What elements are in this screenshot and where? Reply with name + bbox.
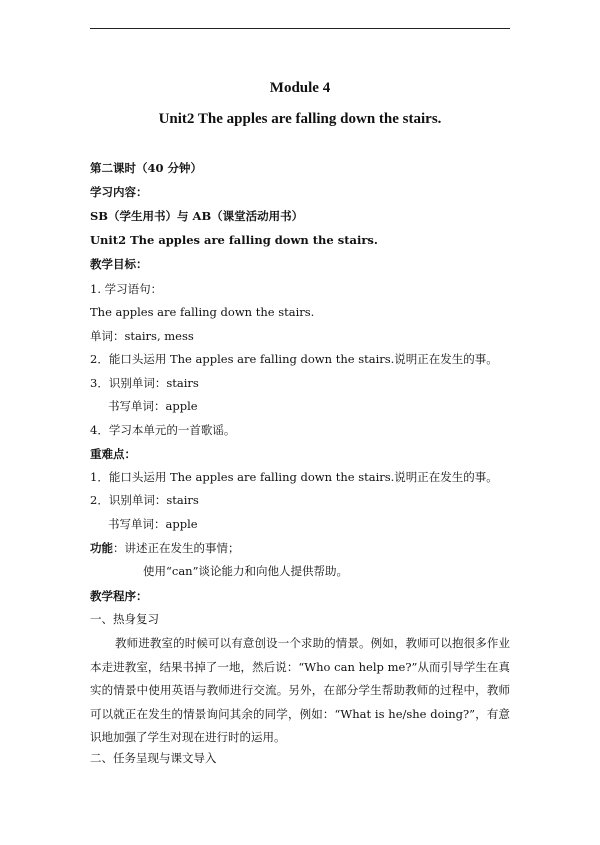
- function-text: ：讲述正在发生的事情；: [113, 541, 240, 555]
- unit-line: Unit2 The apples are falling down the stairs.: [90, 233, 378, 247]
- goal-1: 1. 学习语句：: [90, 282, 163, 296]
- period-line: 第二课时（40 分钟）: [90, 161, 203, 175]
- goal-2: 2．能口头运用 The apples are falling down the stairs.说明正在发生的事。: [90, 352, 498, 366]
- section-2-heading: 二、任务呈现与课文导入: [90, 751, 217, 765]
- section-1-heading: 一、热身复习: [90, 612, 159, 626]
- goals-heading: 教学目标：: [90, 257, 148, 271]
- unit-title: Unit2 The apples are falling down the stairs.: [158, 111, 442, 127]
- goal-3: 3．识别单词：stairs: [90, 376, 199, 390]
- key-2: 2．识别单词：stairs: [90, 493, 199, 507]
- goal-1-sentence: The apples are falling down the stairs.: [90, 305, 315, 319]
- key-heading: 重难点：: [90, 447, 136, 461]
- header-rule: [90, 28, 510, 29]
- key-1: 1．能口头运用 The apples are falling down the stairs.说明正在发生的事。: [90, 470, 498, 484]
- goal-3-write: 书写单词：apple: [108, 399, 198, 413]
- key-2-write: 书写单词：apple: [108, 517, 198, 531]
- function-line-2: 使用“can”谈论能力和向他人提供帮助。: [143, 564, 348, 578]
- goal-1-words: 单词：stairs, mess: [90, 329, 194, 343]
- module-title: Module 4: [269, 80, 331, 96]
- books-line: SB（学生用书）与 AB（课堂活动用书）: [90, 209, 304, 223]
- function-line: [90, 540, 240, 556]
- warmup-paragraph: 教师进教室的时候可以有意创设一个求助的情景。例如，教师可以抱很多作业本走进教室，结果书掉了一地，然后说：“Who can help me?”从而引导学生在真实的情景中使用英语与教师进行交流。另外，在部分学生帮助教师的过程中，教师可以就正在发生的情景询问其余的同学，例如：“What is he/she doing?”，有意识地加强了学生对现在进行时的运用。: [90, 636, 510, 744]
- goal-4: 4．学习本单元的一首歌谣。: [90, 423, 236, 437]
- content-heading: 学习内容：: [90, 185, 148, 199]
- function-label: 功能: [90, 541, 113, 555]
- procedure-heading: 教学程序：: [90, 589, 148, 603]
